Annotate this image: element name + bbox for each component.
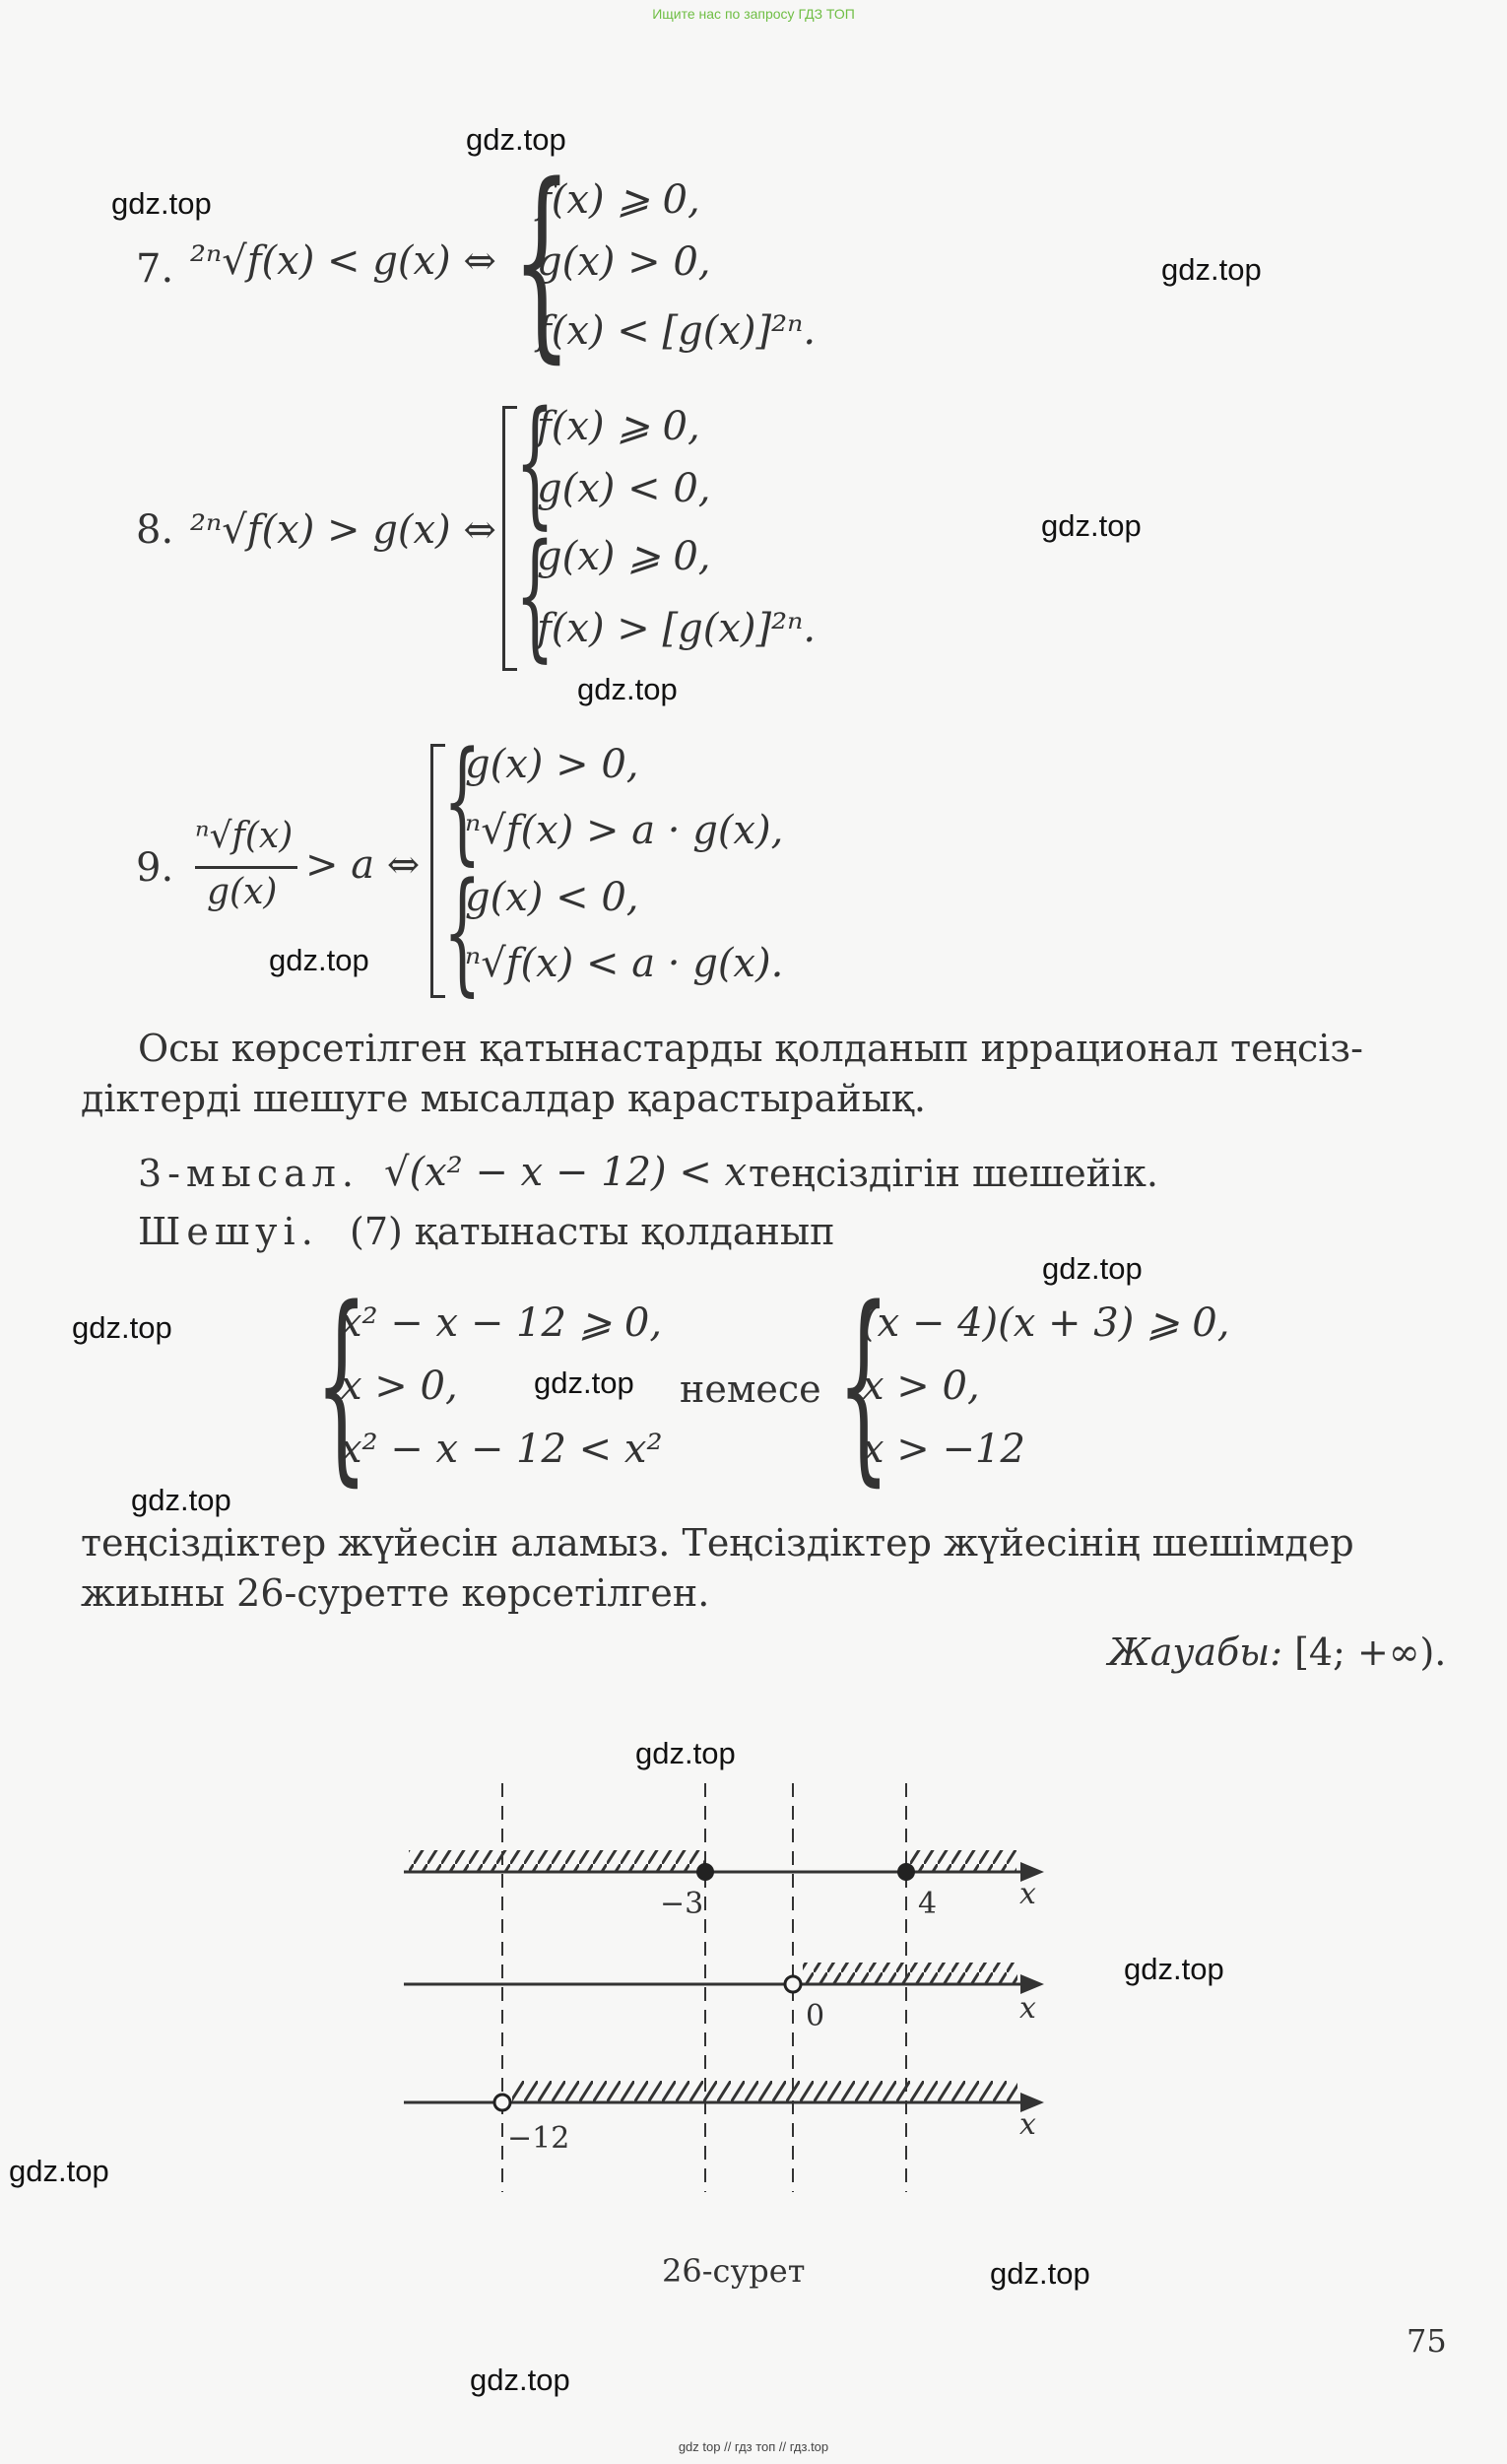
brace: {: [512, 140, 572, 381]
tick-label: −3: [660, 1887, 704, 1921]
axis-label: x: [1019, 1991, 1036, 2026]
formula-7-number: 7.: [136, 246, 174, 292]
tick-label: −12: [507, 2121, 570, 2156]
axis-label: x: [1019, 1877, 1036, 1911]
case-line: f(x) > [g(x)]²ⁿ.: [537, 606, 817, 651]
connector-word: немесе: [680, 1367, 821, 1411]
open-point: [785, 1976, 801, 1992]
open-point: [494, 2095, 510, 2110]
watermark: gdz.top: [1041, 508, 1142, 543]
formula-8-number: 8.: [136, 507, 174, 553]
tick-label: 4: [918, 1887, 938, 1921]
solution-label: Шешуі.: [138, 1210, 319, 1253]
solution-text: (7) қатынасты қолданып: [350, 1210, 835, 1253]
watermark: gdz.top: [990, 2256, 1090, 2291]
figure-caption: 26-сурет: [662, 2252, 806, 2290]
formula-7-lhs: ²ⁿ√f(x) < g(x) ⇔: [190, 238, 496, 284]
case-line: g(x) ⩾ 0,: [537, 534, 711, 579]
watermark: gdz.top: [131, 1483, 231, 1517]
hatch-region: [803, 1963, 1017, 1984]
formula-9-numerator: ⁿ√f(x): [195, 816, 294, 856]
paragraph-line: теңсіздіктер жүйесін аламыз. Теңсіздіктер жүйесінің шешімдер: [81, 1521, 1354, 1565]
system-left-line: x² − x − 12 ⩾ 0,: [340, 1300, 663, 1346]
formula-9-number: 9.: [136, 845, 174, 891]
paragraph-line: Осы көрсетілген қатынастарды қолданып иррационал теңсіз-: [138, 1027, 1363, 1070]
watermark: gdz.top: [1042, 1251, 1143, 1286]
case-line: f(x) ⩾ 0,: [537, 177, 700, 223]
watermark: gdz.top: [577, 672, 678, 706]
brace: {: [837, 1263, 890, 1504]
case-line: g(x) > 0,: [465, 742, 639, 787]
formula-9-rhs: > a ⇔: [305, 842, 421, 888]
watermark: gdz.top: [269, 943, 369, 977]
brace: {: [443, 854, 482, 1009]
watermark: gdz.top: [470, 2363, 570, 2397]
example-expression: √(x² − x − 12) < x: [384, 1150, 748, 1195]
brace: {: [515, 382, 556, 543]
case-line: ⁿ√f(x) > a · g(x),: [465, 808, 784, 853]
filled-point: [897, 1863, 915, 1881]
brace: {: [315, 1263, 368, 1504]
case-line: f(x) ⩾ 0,: [537, 404, 700, 449]
watermark: gdz.top: [534, 1365, 634, 1400]
paragraph-line: діктерді шешуге мысалдар қарастырайық.: [81, 1077, 926, 1120]
top-banner[interactable]: Ищите нас по запросу ГДЗ ТОП: [652, 6, 855, 22]
tick-label: 0: [806, 1999, 825, 2033]
hatch-region: [512, 2081, 1017, 2102]
watermark: gdz.top: [111, 186, 212, 221]
system-right-line: (x − 4)(x + 3) ⩾ 0,: [862, 1300, 1230, 1346]
case-line: ⁿ√f(x) < a · g(x).: [465, 941, 784, 986]
example-label: 3-мысал.: [138, 1152, 360, 1195]
filled-point: [696, 1863, 714, 1881]
watermark: gdz.top: [466, 122, 566, 157]
answer-value: [4; +∞).: [1294, 1631, 1447, 1674]
case-line: f(x) < [g(x)]²ⁿ.: [537, 308, 817, 354]
answer-label: Жауабы:: [1108, 1631, 1282, 1674]
hatch-region: [906, 1850, 1016, 1872]
system-right-line: x > 0,: [862, 1364, 980, 1409]
watermark: gdz.top: [1124, 1952, 1224, 1986]
system-left-line: x > 0,: [340, 1364, 458, 1409]
watermark: gdz.top: [635, 1736, 736, 1770]
bottom-banner[interactable]: gdz top // гдз топ // гдз.top: [678, 2439, 829, 2454]
brace: {: [515, 515, 556, 676]
example-tail: теңсіздігін шешейік.: [749, 1152, 1158, 1195]
case-line: g(x) < 0,: [537, 466, 711, 511]
page-number: 75: [1407, 2322, 1447, 2360]
hatch-region: [409, 1850, 704, 1872]
watermark: gdz.top: [1161, 252, 1262, 287]
formula-8-lhs: ²ⁿ√f(x) > g(x) ⇔: [190, 507, 496, 553]
watermark: gdz.top: [9, 2154, 109, 2188]
paragraph-line: жиыны 26-суретте көрсетілген.: [81, 1571, 710, 1615]
case-line: g(x) > 0,: [537, 239, 711, 285]
formula-9-denominator: g(x): [207, 872, 278, 912]
system-left-line: x² − x − 12 < x²: [340, 1427, 663, 1472]
axis-label: x: [1019, 2107, 1036, 2142]
brace: {: [443, 723, 482, 878]
system-right-line: x > −12: [862, 1427, 1025, 1472]
case-line: g(x) < 0,: [465, 875, 639, 920]
watermark: gdz.top: [72, 1310, 172, 1345]
